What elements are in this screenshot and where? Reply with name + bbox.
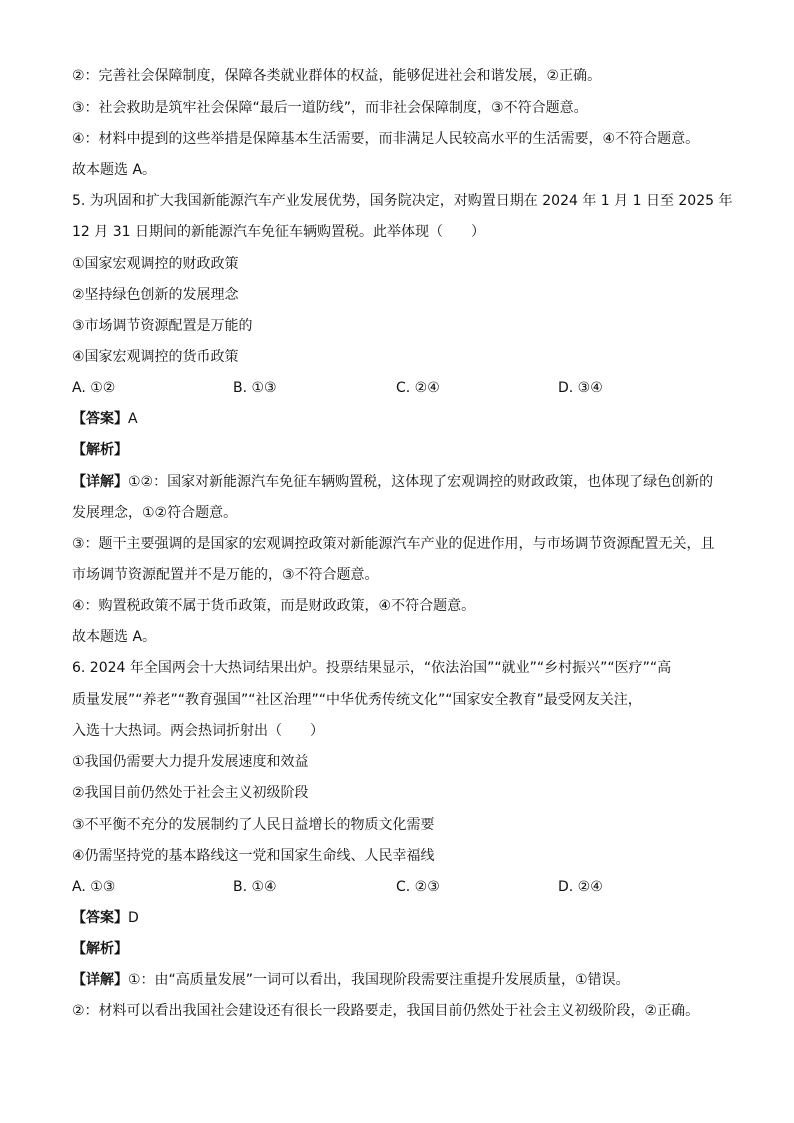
q5-stem-line-1: 5. 为巩固和扩大我国新能源汽车产业发展优势，国务院决定，对购置日期在 2024 年 1 月 1 日至 2025 年 (72, 193, 733, 209)
q6-statement-2: ②我国目前仍然处于社会主义初级阶段 (72, 785, 309, 801)
q6-stem-line-1: 6. 2024 年全国两会十大热词结果出炉。投票结果显示，“依法治国”“就业”“乡村振兴”“医疗”“高 (72, 660, 672, 676)
q5-option-d: D. ③④ (558, 380, 603, 396)
q6-detail-line-2: ②：材料可以看出我国社会建设还有很长一段路要走，我国目前仍然处于社会主义初级阶段，②正确。 (72, 1003, 700, 1019)
q6-analysis-label (72, 939, 128, 959)
q5-answer (72, 409, 138, 429)
q6-detail-text-1: ①：由“高质量发展”一词可以看出，我国现阶段需要注重提升发展质量，①错误。 (128, 972, 630, 988)
prev-conclusion: 故本题选 A。 (72, 162, 157, 178)
q6-analysis-label-text: 【解析】 (72, 941, 128, 957)
q6-statement-4: ④仍需坚持党的基本路线这一党和国家生命线、人民幸福线 (72, 848, 435, 864)
q5-option-a: A. ①② (72, 380, 116, 396)
q6-statement-3: ③不平衡不充分的发展制约了人民日益增长的物质文化需要 (72, 817, 435, 833)
q5-detail-line-3: ③：题干主要强调的是国家的宏观调控政策对新能源汽车产业的促进作用，与市场调节资源配置无关，且 (72, 536, 715, 552)
q5-detail-line-5: ④：购置税政策不属于货币政策，而是财政政策，④不符合题意。 (72, 598, 476, 614)
q5-stem-line-2: 12 月 31 日期间的新能源汽车免征车辆购置税。此举体现（ ） (72, 224, 485, 240)
q5-option-b: B. ①③ (233, 380, 277, 396)
q6-stem-line-2: 质量发展”“养老”“教育强国”“社区治理”“中华优秀传统文化”“国家安全教育”最受网友关注， (72, 692, 642, 708)
prev-analysis-line-3: ③：社会救助是筑牢社会保障“最后一道防线”，而非社会保障制度，③不符合题意。 (72, 100, 588, 116)
q5-conclusion: 故本题选 A。 (72, 629, 157, 645)
q5-option-c: C. ②④ (396, 380, 440, 396)
q5-answer-value: A (128, 411, 138, 427)
q6-stem-line-3: 入选十大热词。两会热词折射出（ ） (72, 723, 324, 739)
q6-option-a: A. ①③ (72, 879, 116, 895)
q5-statement-3: ③市场调节资源配置是万能的 (72, 318, 253, 334)
q5-detail-label: 【详解】 (72, 474, 128, 490)
q6-answer-label: 【答案】 (72, 910, 128, 926)
q5-answer-label: 【答案】 (72, 411, 128, 427)
q5-statement-2: ②坚持绿色创新的发展理念 (72, 287, 239, 303)
q6-option-b: B. ①④ (233, 879, 277, 895)
q6-option-c: C. ②③ (396, 879, 440, 895)
q6-answer-value: D (128, 910, 139, 926)
q5-detail-text-1: ①②：国家对新能源汽车免征车辆购置税，这体现了宏观调控的财政政策，也体现了绿色创新的 (128, 474, 714, 490)
q5-detail-line-4: 市场调节资源配置并不是万能的，③不符合题意。 (72, 567, 379, 583)
q6-statement-1: ①我国仍需要大力提升发展速度和效益 (72, 754, 309, 770)
prev-analysis-line-4: ④：材料中提到的这些举措是保障基本生活需要，而非满足人民较高水平的生活需要，④不符合题意。 (72, 131, 700, 147)
q6-detail-line-1 (72, 970, 630, 990)
q5-detail-line-1 (72, 472, 713, 492)
prev-analysis-line-2: ②：完善社会保障制度，保障各类就业群体的权益，能够促进社会和谐发展，②正确。 (72, 68, 602, 84)
q6-answer (72, 908, 139, 928)
q5-detail-line-2: 发展理念，①②符合题意。 (72, 505, 238, 521)
q5-analysis-label-text: 【解析】 (72, 442, 128, 458)
q5-statement-1: ①国家宏观调控的财政政策 (72, 256, 239, 272)
q5-statement-4: ④国家宏观调控的货币政策 (72, 349, 239, 365)
q6-detail-label: 【详解】 (72, 972, 128, 988)
q6-option-d: D. ②④ (558, 879, 603, 895)
q5-analysis-label (72, 440, 128, 460)
